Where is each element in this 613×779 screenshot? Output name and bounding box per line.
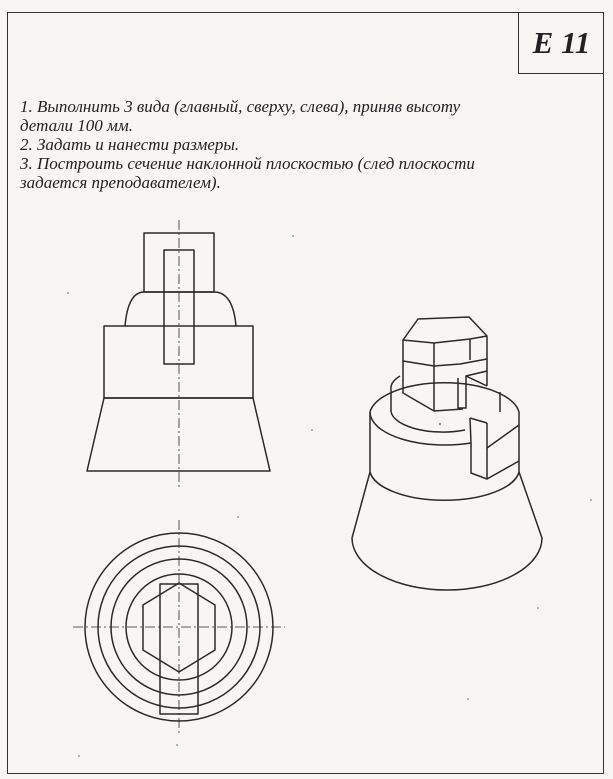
- instruction-line-3: 2. Задать и нанести размеры.: [20, 135, 240, 154]
- isometric-view: [352, 317, 542, 590]
- instruction-line-5: задается преподавателем).: [20, 173, 221, 192]
- instruction-line-1: 1. Выполнить 3 вида (главный, сверху, слева), приняв высоту: [20, 97, 461, 116]
- instruction-line-2: детали 100 мм.: [20, 116, 133, 135]
- instruction-line-4: 3. Построить сечение наклонной плоскостью (след плоскости: [20, 154, 475, 173]
- scan-speckles: [67, 235, 592, 757]
- front-view: [87, 220, 270, 490]
- top-view: [73, 520, 285, 736]
- task-code: E 11: [532, 24, 591, 60]
